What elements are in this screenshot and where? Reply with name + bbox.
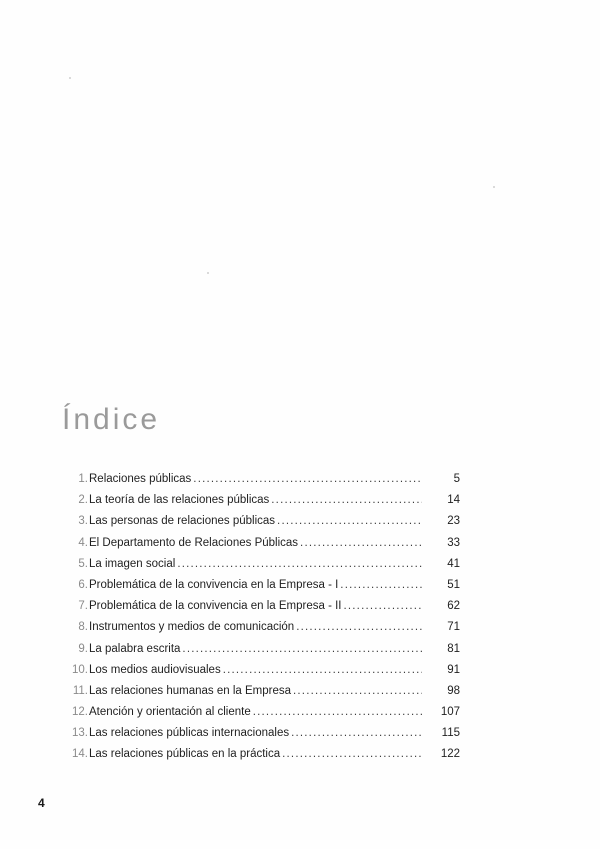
paper-speck bbox=[69, 77, 71, 79]
toc-entry-number: 12. bbox=[72, 706, 88, 719]
toc-entry-page: 62 bbox=[447, 600, 460, 613]
toc-leader-dots bbox=[340, 580, 422, 592]
paper-speck bbox=[207, 272, 209, 274]
toc-entry[interactable] bbox=[60, 644, 460, 665]
paper-speck bbox=[493, 186, 495, 188]
toc-entry-page: 115 bbox=[441, 727, 460, 740]
toc-entry-page: 81 bbox=[447, 642, 460, 655]
toc-entry[interactable] bbox=[60, 665, 460, 686]
toc-entry-number: 10. bbox=[72, 663, 88, 676]
toc-entry-label: Problemática de la convivencia en la Empresa - I bbox=[89, 578, 339, 591]
toc-entry-page: 51 bbox=[447, 578, 460, 591]
toc-entry-number: 14. bbox=[72, 748, 88, 761]
toc-entry[interactable] bbox=[60, 622, 460, 643]
toc-entry[interactable] bbox=[60, 559, 460, 580]
toc-entry-page: 33 bbox=[447, 536, 460, 549]
toc-leader-dots bbox=[271, 495, 422, 507]
toc-leader-dots bbox=[300, 538, 422, 550]
toc-entry-number: 3. bbox=[78, 515, 88, 528]
toc-entry-page: 122 bbox=[440, 748, 460, 761]
toc-entry-label: La teoría de las relaciones públicas bbox=[89, 494, 270, 507]
toc-entry-page: 91 bbox=[447, 663, 460, 676]
toc-leader-dots bbox=[277, 516, 422, 528]
toc-entry-number: 6. bbox=[78, 578, 88, 591]
toc-entry-label: Las relaciones públicas internacionales bbox=[89, 727, 290, 740]
toc-entry-number: 11. bbox=[72, 684, 88, 697]
toc-entry-page: 23 bbox=[447, 515, 460, 528]
toc-entry-label: El Departamento de Relaciones Públicas bbox=[89, 536, 299, 549]
toc-entry-number: 1. bbox=[78, 473, 88, 485]
toc-entry-label: Las relaciones públicas en la práctica bbox=[89, 748, 281, 761]
toc-leader-dots bbox=[193, 474, 422, 486]
toc-entry-label: Las relaciones humanas en la Empresa bbox=[89, 684, 292, 697]
toc-entry-label: Instrumentos y medios de comunicación bbox=[89, 621, 295, 634]
toc-entry[interactable] bbox=[60, 601, 460, 622]
toc-entry-page: 5 bbox=[453, 473, 460, 485]
toc-entry[interactable] bbox=[60, 686, 460, 707]
toc-entry-page: 14 bbox=[447, 494, 460, 507]
toc-entry[interactable] bbox=[60, 580, 460, 601]
toc-entry-number: 7. bbox=[78, 600, 88, 613]
toc-entry-label: La palabra escrita bbox=[89, 642, 181, 655]
toc-entry[interactable] bbox=[60, 474, 460, 495]
toc-entry[interactable] bbox=[60, 749, 460, 770]
toc-entry-label: Relaciones públicas bbox=[89, 473, 192, 485]
toc-entry-number: 5. bbox=[78, 557, 88, 570]
toc-leader-dots bbox=[223, 665, 422, 677]
toc-entry[interactable] bbox=[60, 728, 460, 749]
toc-leader-dots bbox=[253, 707, 422, 719]
toc-entry-number: 4. bbox=[78, 536, 88, 549]
toc-leader-dots bbox=[293, 686, 422, 698]
toc-entry-page: 71 bbox=[447, 621, 460, 634]
toc-entry-label: La imagen social bbox=[89, 557, 176, 570]
toc-entry-page: 98 bbox=[447, 684, 460, 697]
toc-leader-dots bbox=[291, 728, 422, 740]
toc-leader-dots bbox=[343, 601, 422, 613]
toc-entry-number: 2. bbox=[78, 494, 88, 507]
toc-entry[interactable] bbox=[60, 538, 460, 559]
toc-leader-dots bbox=[177, 559, 422, 571]
toc-entry-page: 41 bbox=[447, 557, 460, 570]
toc-entry-label: Los medios audiovisuales bbox=[89, 663, 221, 676]
toc-entry[interactable] bbox=[60, 516, 460, 537]
toc-entry-number: 8. bbox=[78, 621, 88, 634]
table-of-contents bbox=[60, 474, 460, 771]
toc-entry[interactable] bbox=[60, 707, 460, 728]
toc-entry-label: Atención y orientación al cliente bbox=[89, 706, 251, 719]
page-number: 4 bbox=[38, 796, 45, 810]
toc-entry-label: Problemática de la convivencia en la Empresa - II bbox=[89, 600, 342, 613]
toc-leader-dots bbox=[296, 622, 422, 634]
toc-entry-number: 9. bbox=[78, 642, 88, 655]
toc-entry-page: 107 bbox=[440, 706, 460, 719]
toc-leader-dots bbox=[182, 644, 422, 656]
toc-entry-number: 13. bbox=[72, 727, 88, 740]
toc-leader-dots bbox=[282, 749, 422, 761]
page-title: Índice bbox=[62, 403, 161, 436]
toc-entry[interactable] bbox=[60, 495, 460, 516]
toc-entry-label: Las personas de relaciones públicas bbox=[89, 515, 276, 528]
